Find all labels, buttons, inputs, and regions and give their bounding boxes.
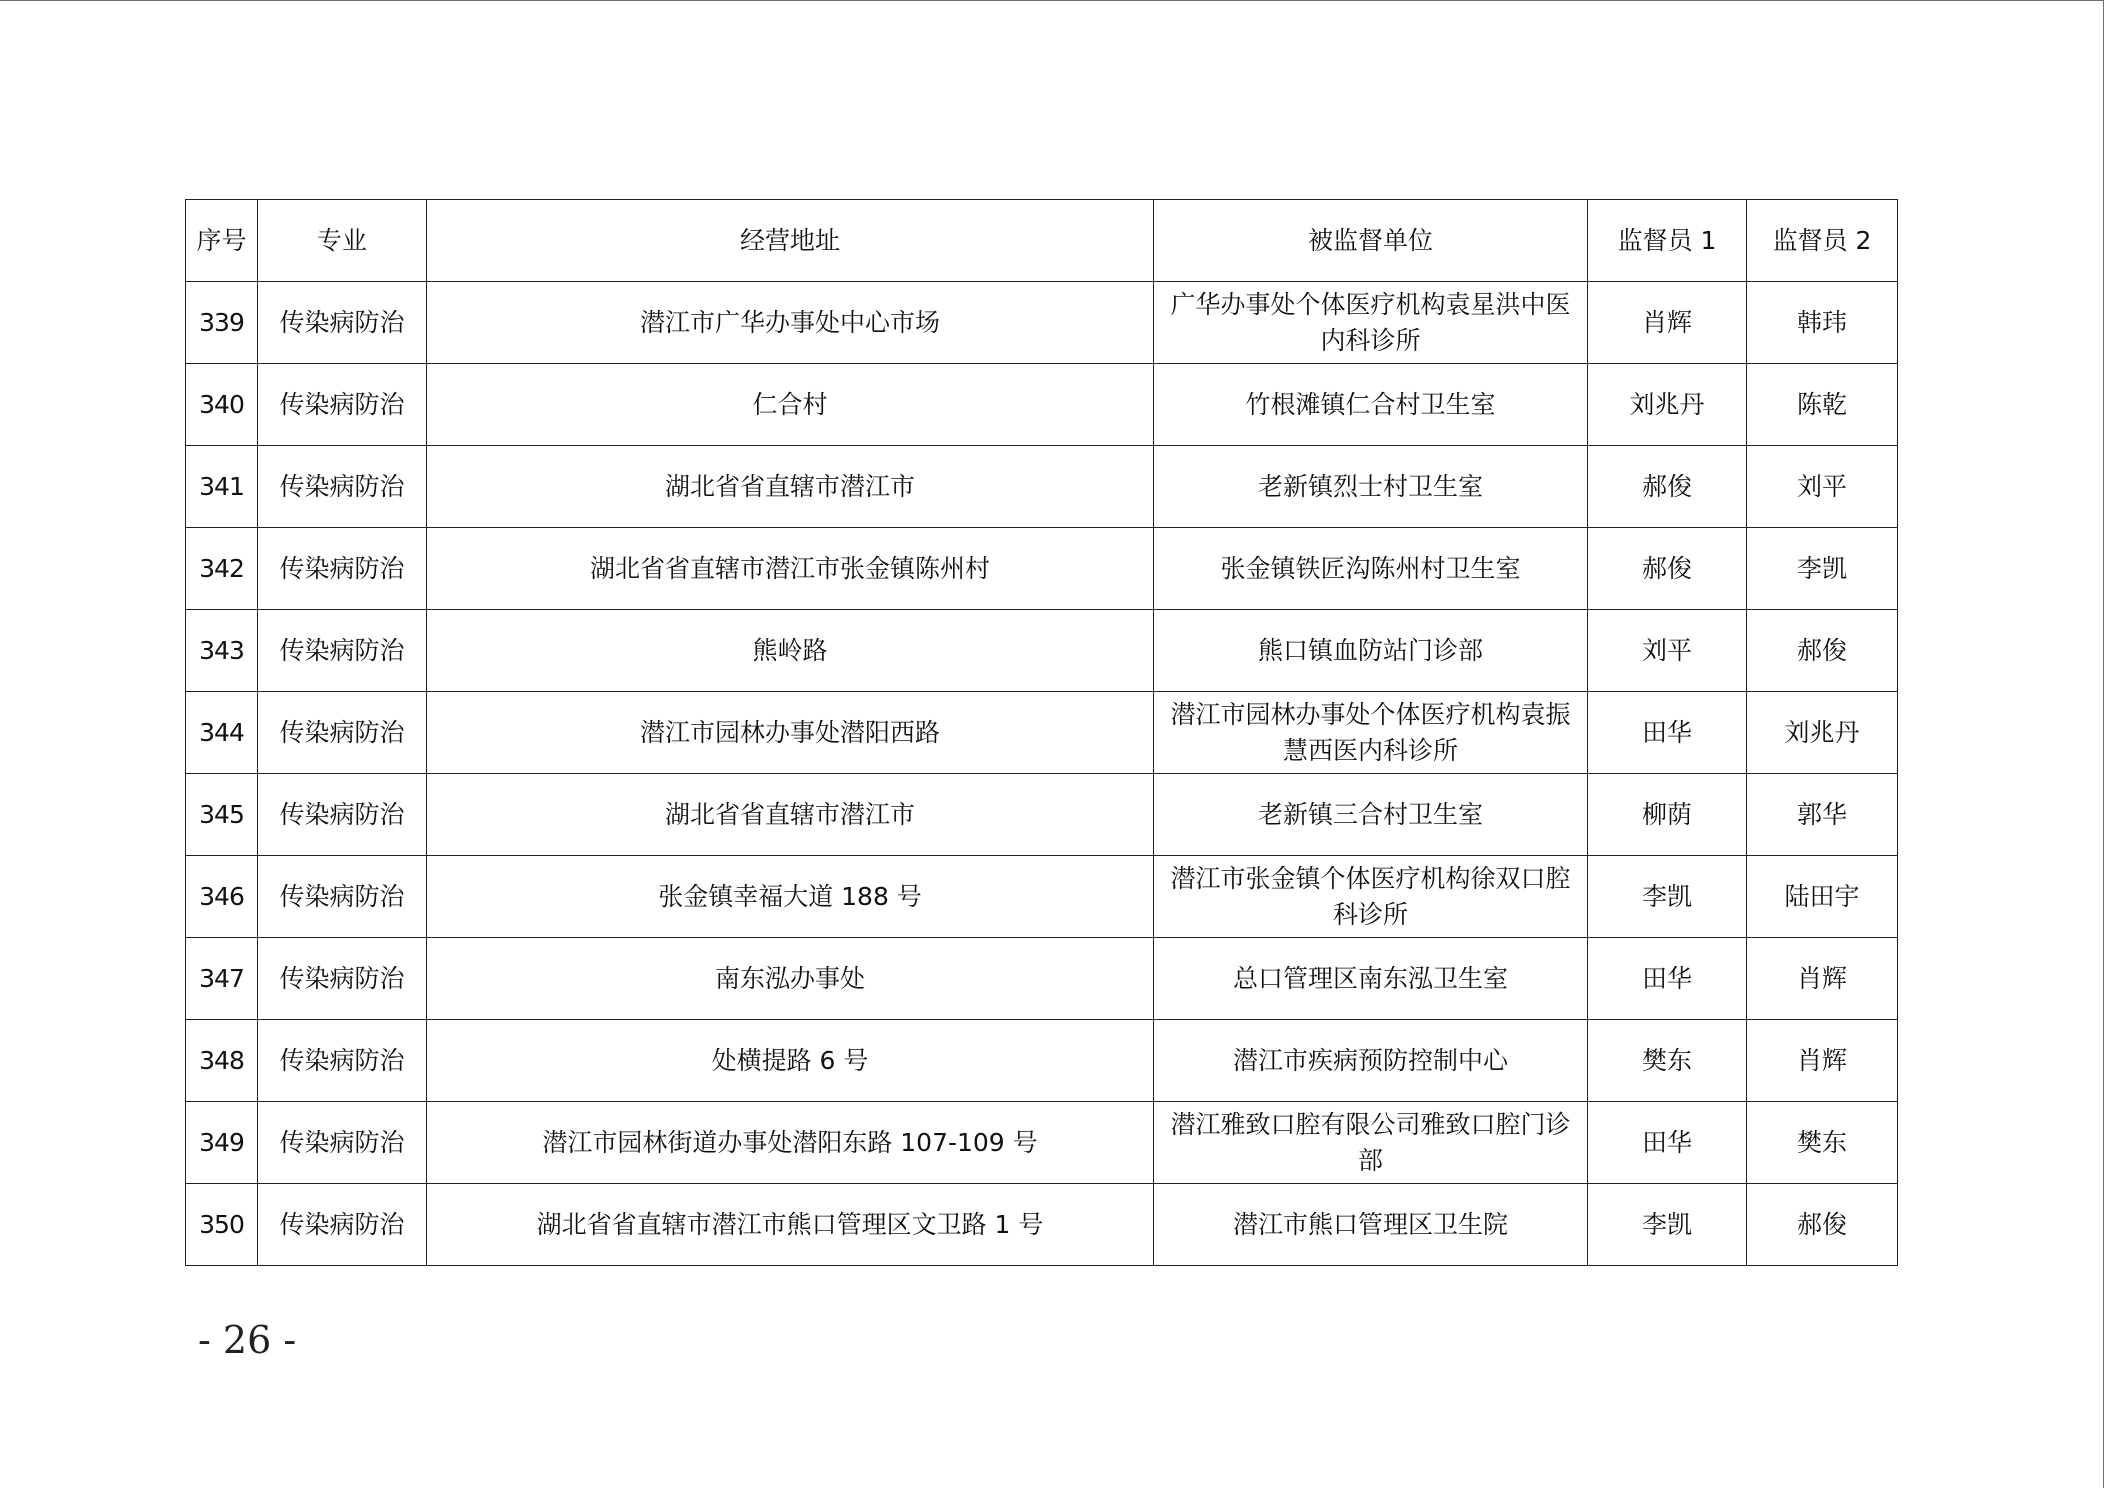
cell-major: 传染病防治 <box>258 282 427 364</box>
cell-major: 传染病防治 <box>258 610 427 692</box>
cell-address: 张金镇幸福大道 188 号 <box>427 856 1154 938</box>
cell-address: 湖北省省直辖市潜江市 <box>427 774 1154 856</box>
cell-inspector2: 郭华 <box>1747 774 1898 856</box>
header-address: 经营地址 <box>427 200 1154 282</box>
cell-inspector1: 郝俊 <box>1588 446 1747 528</box>
cell-inspector2: 郝俊 <box>1747 610 1898 692</box>
table-body <box>186 282 1898 1266</box>
header-major: 专业 <box>258 200 427 282</box>
header-inspector1: 监督员 1 <box>1588 200 1747 282</box>
cell-major: 传染病防治 <box>258 1184 427 1266</box>
table-header-row <box>186 200 1898 282</box>
cell-seq: 339 <box>186 282 258 364</box>
cell-major: 传染病防治 <box>258 938 427 1020</box>
cell-inspector2: 肖辉 <box>1747 938 1898 1020</box>
cell-unit: 广华办事处个体医疗机构袁星洪中医内科诊所 <box>1154 282 1588 364</box>
table-row <box>186 364 1898 446</box>
cell-unit: 老新镇三合村卫生室 <box>1154 774 1588 856</box>
cell-inspector1: 郝俊 <box>1588 528 1747 610</box>
cell-inspector2: 郝俊 <box>1747 1184 1898 1266</box>
cell-inspector1: 肖辉 <box>1588 282 1747 364</box>
cell-address: 熊岭路 <box>427 610 1154 692</box>
cell-seq: 342 <box>186 528 258 610</box>
cell-inspector2: 刘平 <box>1747 446 1898 528</box>
header-seq: 序号 <box>186 200 258 282</box>
cell-inspector2: 樊东 <box>1747 1102 1898 1184</box>
cell-address: 南东泓办事处 <box>427 938 1154 1020</box>
supervision-table <box>185 199 1898 1266</box>
cell-unit: 潜江雅致口腔有限公司雅致口腔门诊部 <box>1154 1102 1588 1184</box>
page-number: - 26 - <box>198 1318 297 1362</box>
cell-address: 湖北省省直辖市潜江市张金镇陈州村 <box>427 528 1154 610</box>
cell-major: 传染病防治 <box>258 528 427 610</box>
table-row <box>186 1102 1898 1184</box>
cell-inspector1: 李凯 <box>1588 856 1747 938</box>
table-row <box>186 938 1898 1020</box>
cell-inspector2: 陆田宇 <box>1747 856 1898 938</box>
table-row <box>186 610 1898 692</box>
cell-unit: 老新镇烈士村卫生室 <box>1154 446 1588 528</box>
cell-address: 湖北省省直辖市潜江市熊口管理区文卫路 1 号 <box>427 1184 1154 1266</box>
cell-unit: 总口管理区南东泓卫生室 <box>1154 938 1588 1020</box>
cell-inspector1: 刘兆丹 <box>1588 364 1747 446</box>
cell-address: 潜江市园林街道办事处潜阳东路 107-109 号 <box>427 1102 1154 1184</box>
cell-unit: 潜江市疾病预防控制中心 <box>1154 1020 1588 1102</box>
cell-seq: 341 <box>186 446 258 528</box>
cell-major: 传染病防治 <box>258 1020 427 1102</box>
table-row <box>186 692 1898 774</box>
cell-inspector1: 柳荫 <box>1588 774 1747 856</box>
header-unit: 被监督单位 <box>1154 200 1588 282</box>
table-row <box>186 774 1898 856</box>
table-row <box>186 446 1898 528</box>
cell-inspector1: 樊东 <box>1588 1020 1747 1102</box>
cell-seq: 344 <box>186 692 258 774</box>
cell-seq: 345 <box>186 774 258 856</box>
cell-inspector1: 李凯 <box>1588 1184 1747 1266</box>
page-border-top <box>0 0 2104 1</box>
cell-seq: 346 <box>186 856 258 938</box>
cell-seq: 340 <box>186 364 258 446</box>
cell-address: 湖北省省直辖市潜江市 <box>427 446 1154 528</box>
cell-inspector2: 李凯 <box>1747 528 1898 610</box>
cell-address: 潜江市广华办事处中心市场 <box>427 282 1154 364</box>
cell-seq: 349 <box>186 1102 258 1184</box>
cell-major: 传染病防治 <box>258 774 427 856</box>
cell-inspector2: 陈乾 <box>1747 364 1898 446</box>
cell-unit: 潜江市园林办事处个体医疗机构袁振慧西医内科诊所 <box>1154 692 1588 774</box>
cell-unit: 熊口镇血防站门诊部 <box>1154 610 1588 692</box>
cell-address: 处横提路 6 号 <box>427 1020 1154 1102</box>
cell-unit: 竹根滩镇仁合村卫生室 <box>1154 364 1588 446</box>
cell-unit: 张金镇铁匠沟陈州村卫生室 <box>1154 528 1588 610</box>
table-row <box>186 282 1898 364</box>
cell-inspector1: 田华 <box>1588 1102 1747 1184</box>
cell-major: 传染病防治 <box>258 446 427 528</box>
cell-address: 仁合村 <box>427 364 1154 446</box>
cell-seq: 347 <box>186 938 258 1020</box>
cell-seq: 350 <box>186 1184 258 1266</box>
table-row <box>186 1020 1898 1102</box>
cell-inspector2: 刘兆丹 <box>1747 692 1898 774</box>
table-row <box>186 528 1898 610</box>
cell-major: 传染病防治 <box>258 364 427 446</box>
cell-major: 传染病防治 <box>258 692 427 774</box>
cell-inspector2: 韩玮 <box>1747 282 1898 364</box>
cell-seq: 343 <box>186 610 258 692</box>
cell-major: 传染病防治 <box>258 856 427 938</box>
cell-seq: 348 <box>186 1020 258 1102</box>
cell-address: 潜江市园林办事处潜阳西路 <box>427 692 1154 774</box>
table-row <box>186 1184 1898 1266</box>
cell-unit: 潜江市熊口管理区卫生院 <box>1154 1184 1588 1266</box>
cell-inspector1: 田华 <box>1588 938 1747 1020</box>
table-row <box>186 856 1898 938</box>
cell-inspector1: 田华 <box>1588 692 1747 774</box>
header-inspector2: 监督员 2 <box>1747 200 1898 282</box>
cell-major: 传染病防治 <box>258 1102 427 1184</box>
cell-inspector2: 肖辉 <box>1747 1020 1898 1102</box>
cell-inspector1: 刘平 <box>1588 610 1747 692</box>
cell-unit: 潜江市张金镇个体医疗机构徐双口腔科诊所 <box>1154 856 1588 938</box>
